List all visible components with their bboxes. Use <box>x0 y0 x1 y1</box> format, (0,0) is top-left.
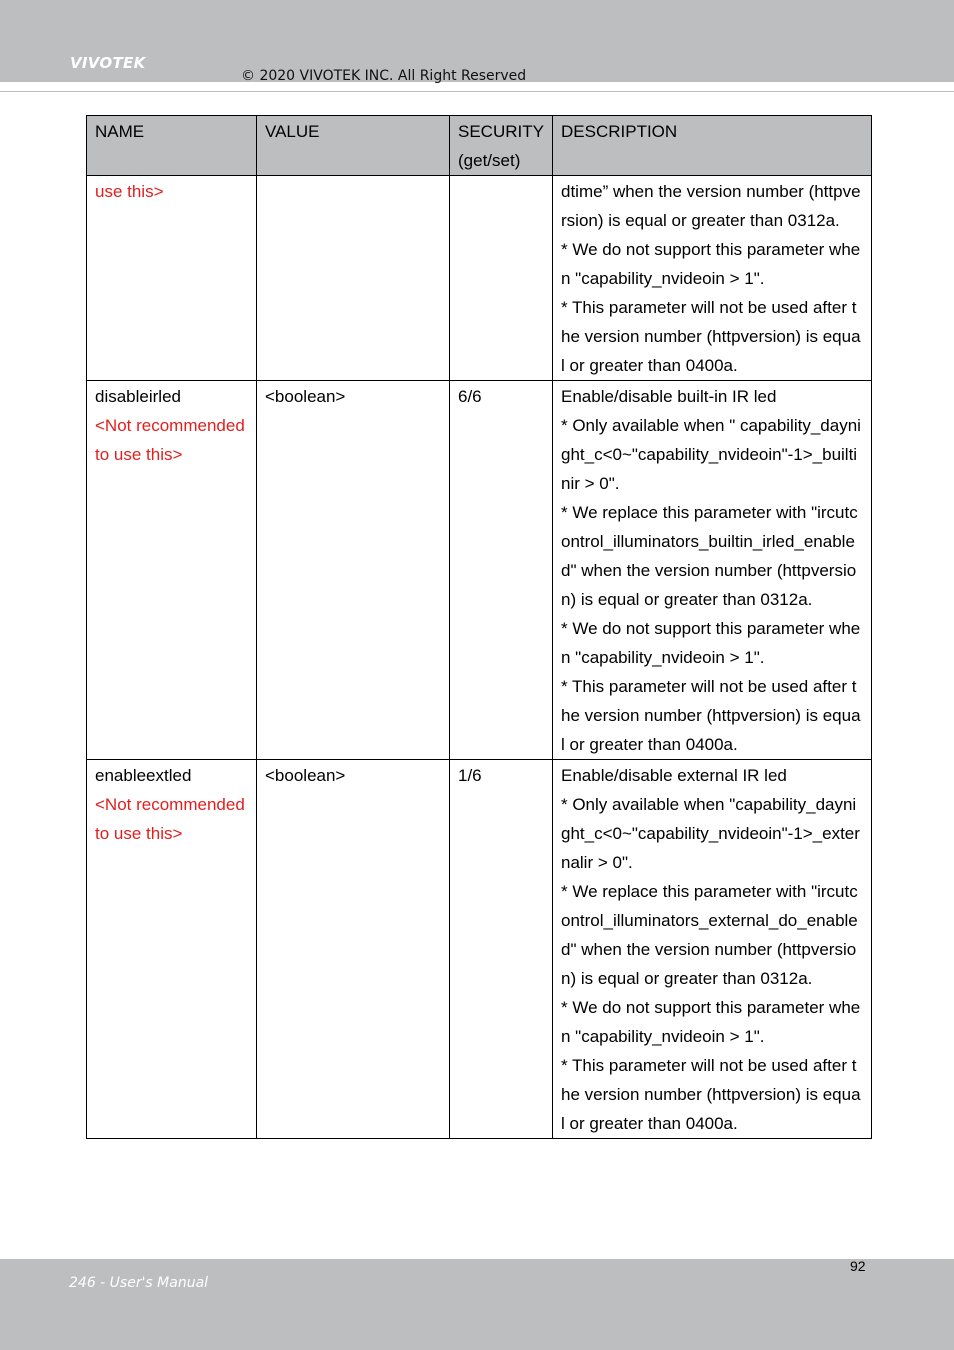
table-row <box>87 760 872 1139</box>
description-line: * Only available when "capability_daynight_c<0~"capability_nvideoin"-1>_externalir > 0". <box>561 795 860 872</box>
param-note: <Not recommended to use this> <box>95 795 245 843</box>
table-header-row <box>87 116 872 176</box>
value-cell: <boolean> <box>257 381 450 760</box>
description-line: Enable/disable external IR led <box>561 766 787 785</box>
table-row <box>87 381 872 760</box>
param-name: disableirled <box>95 387 181 406</box>
description-line: * This parameter will not be used after the version number (httpversion) is equal or greater than 0400a. <box>561 1056 861 1133</box>
description-line: * We do not support this parameter when "capability_nvideoin > 1". <box>561 240 861 288</box>
name-cell <box>87 381 257 760</box>
header-value: VALUE <box>257 116 450 176</box>
brand-logo: VIVOTEK <box>70 54 146 72</box>
page-number: 92 <box>850 1258 866 1274</box>
security-cell: 1/6 <box>450 760 553 1139</box>
param-name: enableextled <box>95 766 192 785</box>
description-line: * We do not support this parameter when "capability_nvideoin > 1". <box>561 619 861 667</box>
description-line: * This parameter will not be used after the version number (httpversion) is equal or greater than 0400a. <box>561 298 861 375</box>
parameter-table <box>86 115 872 1139</box>
name-cell <box>87 176 257 381</box>
footer-band <box>0 1259 954 1350</box>
description-line: * We do not support this parameter when "capability_nvideoin > 1". <box>561 998 861 1046</box>
description-line: * We replace this parameter with "ircutcontrol_illuminators_builtin_irled_enabled" when the version number (httpversion) is equal or greater than 0312a. <box>561 503 858 609</box>
description-cell <box>553 760 872 1139</box>
param-note: <Not recommended to use this> <box>95 416 245 464</box>
description-cell <box>553 176 872 381</box>
description-line: Enable/disable built-in IR led <box>561 387 777 406</box>
description-line: * This parameter will not be used after the version number (httpversion) is equal or greater than 0400a. <box>561 677 861 754</box>
description-line: * Only available when " capability_daynight_c<0~"capability_nvideoin"-1>_builtinir > 0". <box>561 416 861 493</box>
header-security: SECURITY (get/set) <box>450 116 553 176</box>
description-cell <box>553 381 872 760</box>
copyright-text: © 2020 VIVOTEK INC. All Right Reserved <box>241 68 527 84</box>
header-description: DESCRIPTION <box>553 116 872 176</box>
header-name: NAME <box>87 116 257 176</box>
security-cell <box>450 176 553 381</box>
param-note: use this> <box>95 182 164 201</box>
manual-page-label: 246 - User's Manual <box>69 1275 209 1291</box>
description-line: * We replace this parameter with "ircutcontrol_illuminators_external_do_enabled" when the version number (httpversion) is equal or greater than 0312a. <box>561 882 858 988</box>
value-cell <box>257 176 450 381</box>
name-cell <box>87 760 257 1139</box>
header-divider <box>0 91 954 92</box>
security-cell: 6/6 <box>450 381 553 760</box>
description-line: dtime” when the version number (httpversion) is equal or greater than 0312a. <box>561 182 861 230</box>
table-row <box>87 176 872 381</box>
value-cell: <boolean> <box>257 760 450 1139</box>
